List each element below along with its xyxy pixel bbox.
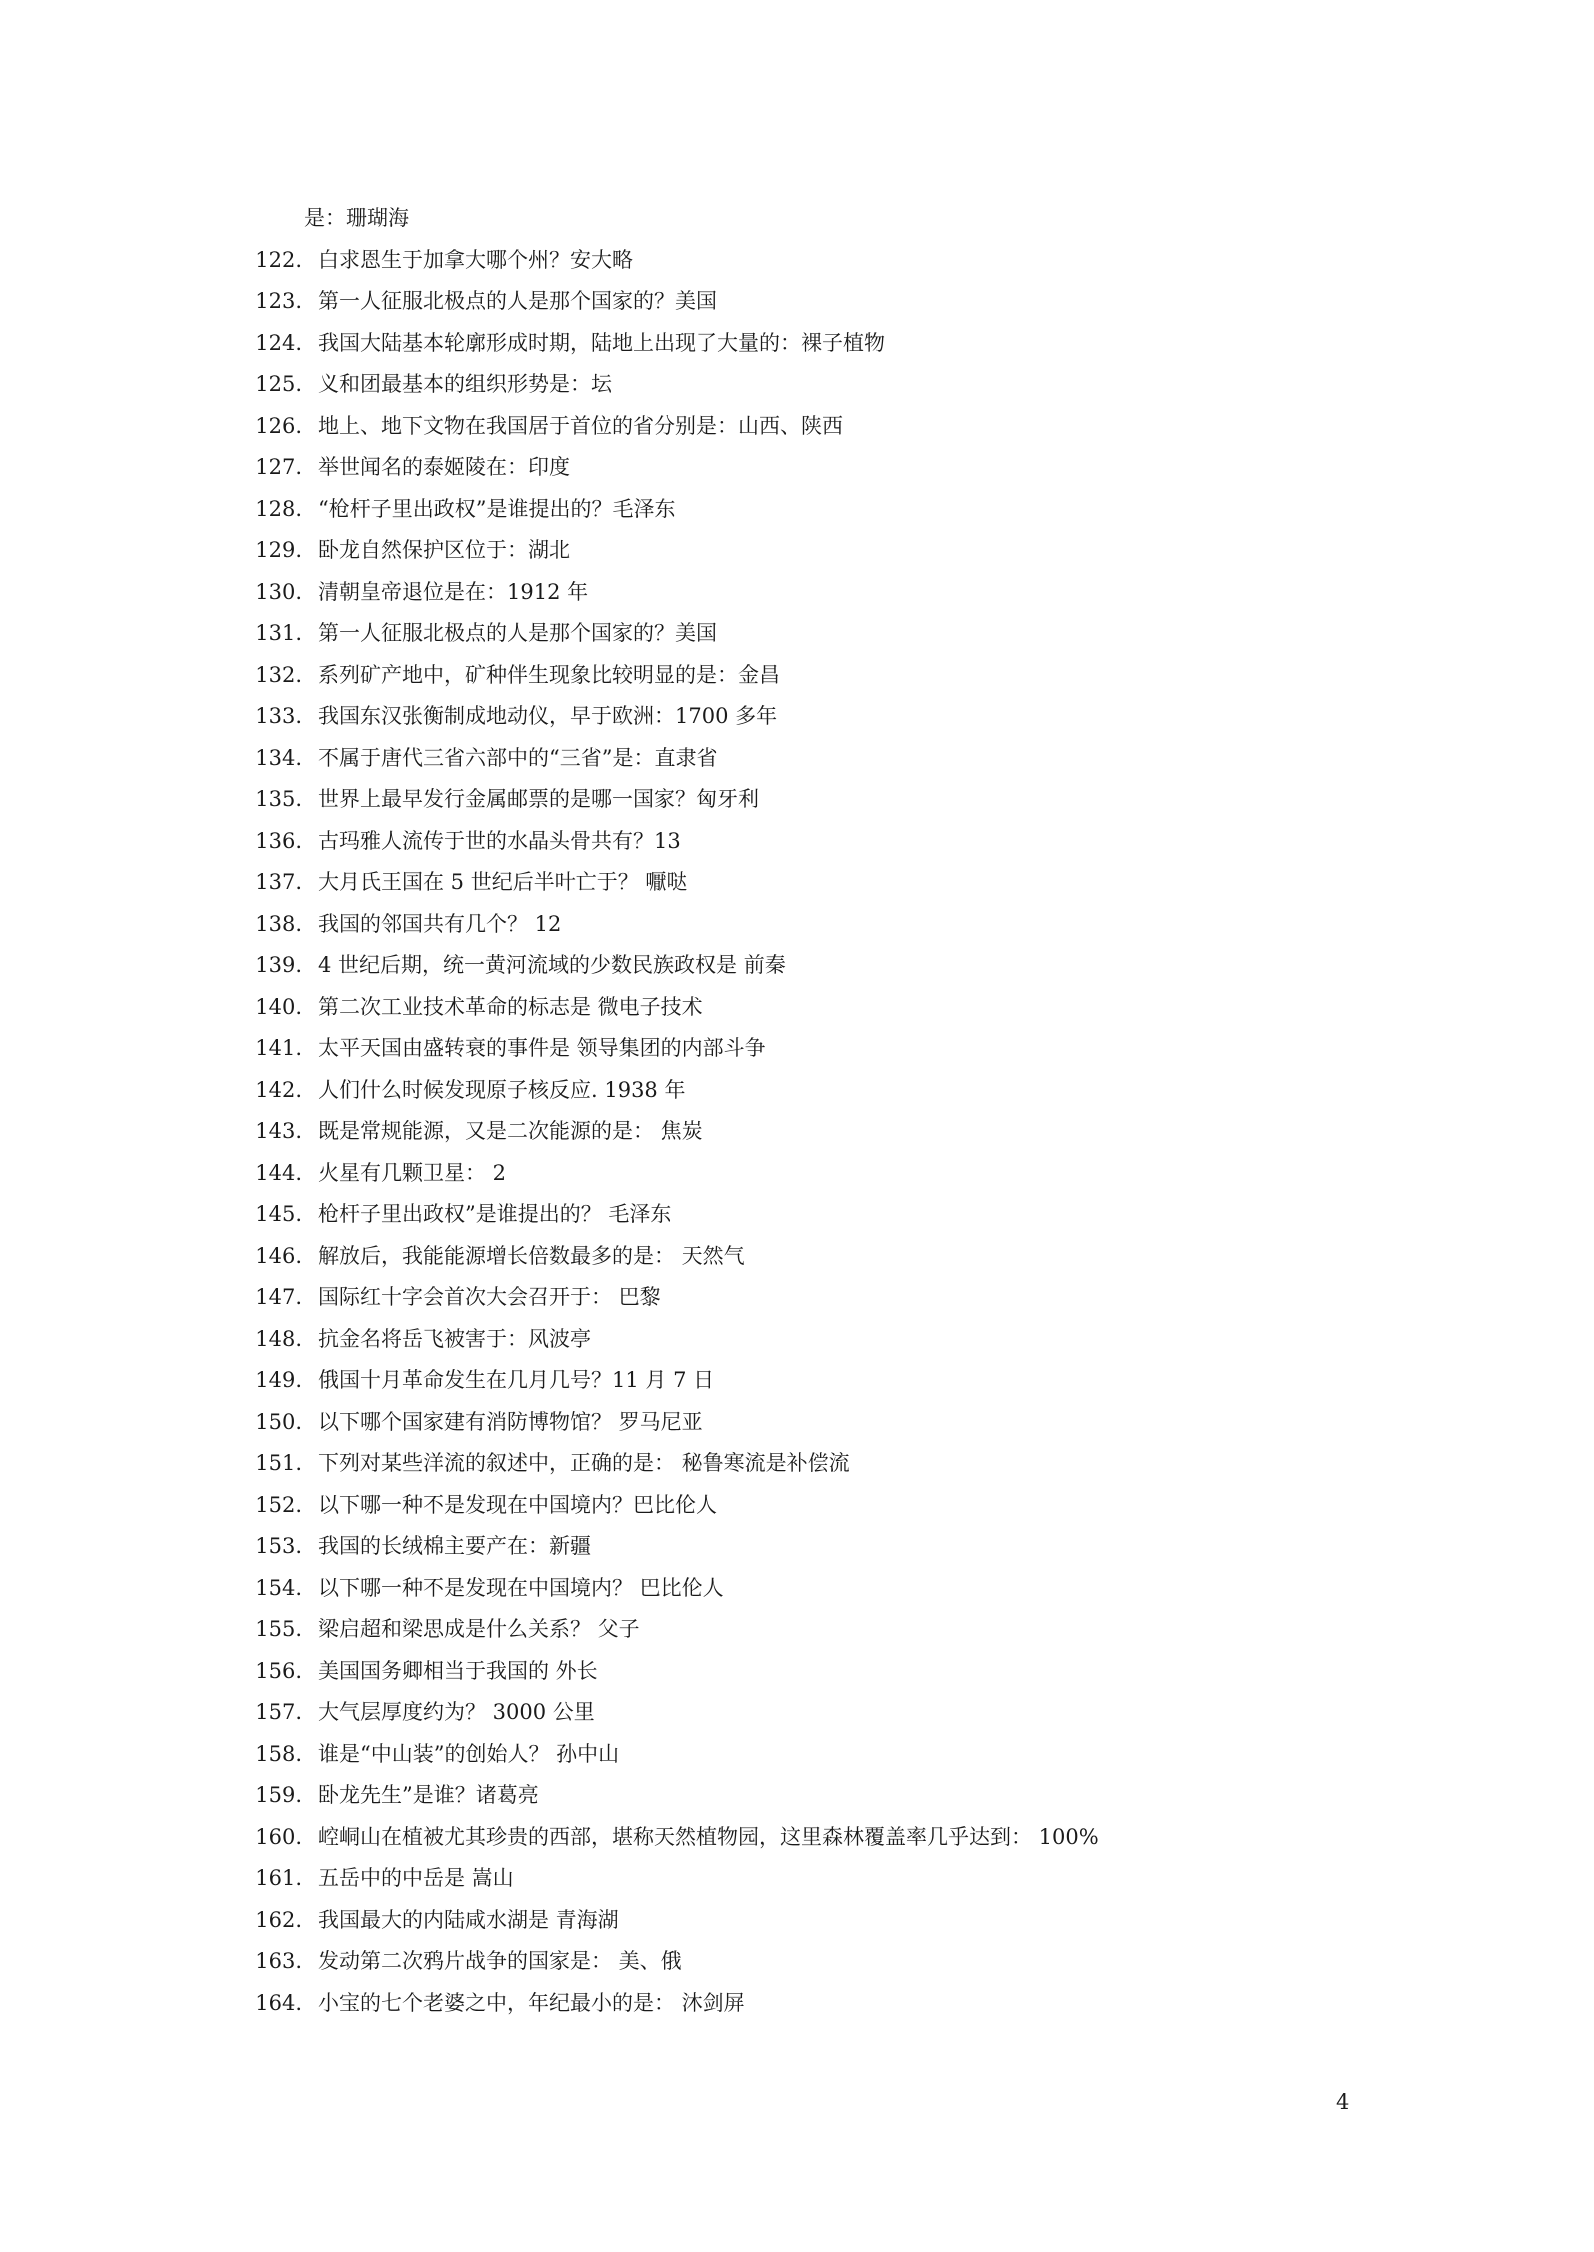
list-item <box>250 1277 1500 1319</box>
item-number: 134. <box>255 745 302 770</box>
list-item <box>250 489 1500 531</box>
item-number: 158. <box>255 1741 302 1766</box>
list-item <box>250 1692 1500 1734</box>
item-text: 古玛雅人流传于世的水晶头骨共有？13 <box>318 828 681 853</box>
item-number: 153. <box>255 1534 302 1558</box>
list-item <box>250 1070 1500 1112</box>
item-text: 我国的邻国共有几个？ 12 <box>318 911 562 936</box>
list-item <box>250 738 1500 780</box>
item-text: 清朝皇帝退位是在：1912 年 <box>318 579 589 604</box>
list-item <box>250 1858 1500 1900</box>
list-item <box>250 572 1500 614</box>
item-number: 146. <box>255 1243 302 1268</box>
item-text: 崆峒山在植被尤其珍贵的西部，堪称天然植物园，这里森林覆盖率几乎达到： 100% <box>318 1824 1099 1849</box>
item-text: 大月氏王国在 5 世纪后半叶亡于？ 嚈哒 <box>318 870 688 894</box>
item-text: 下列对某些洋流的叙述中，正确的是： 秘鲁寒流是补偿流 <box>318 1451 850 1475</box>
list-item <box>250 406 1500 448</box>
item-number: 161. <box>255 1866 302 1890</box>
list-item <box>250 945 1500 987</box>
item-text: 以下哪个国家建有消防博物馆？ 罗马尼亚 <box>318 1409 703 1434</box>
list-item <box>250 1194 1500 1236</box>
item-number: 132. <box>255 662 302 687</box>
list-item <box>250 530 1500 572</box>
list-item <box>250 821 1500 863</box>
item-number: 149. <box>255 1368 302 1392</box>
item-number: 123. <box>255 289 302 313</box>
item-text: 俄国十月革命发生在几月几号？11 月 7 日 <box>318 1368 715 1392</box>
item-number: 157. <box>255 1700 302 1724</box>
item-number: 164. <box>255 1990 302 2015</box>
item-number: 154. <box>255 1575 302 1600</box>
item-number: 130. <box>255 579 302 604</box>
list-item <box>250 1609 1500 1651</box>
list-item <box>250 240 1500 282</box>
item-text: 五岳中的中岳是 嵩山 <box>318 1866 514 1890</box>
list-item <box>250 1734 1500 1776</box>
item-number: 129. <box>255 538 302 562</box>
item-text: 以下哪一种不是发现在中国境内？ 巴比伦人 <box>318 1575 724 1600</box>
item-text: 义和团最基本的组织形势是：坛 <box>318 372 612 396</box>
item-number: 124. <box>255 330 302 355</box>
list-item <box>250 1775 1500 1817</box>
item-text: 我国最大的内陆咸水湖是 青海湖 <box>318 1907 619 1932</box>
item-text: 我国东汉张衡制成地动仪，早于欧洲：1700 多年 <box>318 704 778 728</box>
item-number: 141. <box>255 1036 302 1060</box>
list-item <box>250 1817 1500 1859</box>
item-number: 152. <box>255 1492 302 1517</box>
item-text: 不属于唐代三省六部中的“三省”是：直隶省 <box>318 745 718 770</box>
item-text: 我国的长绒棉主要产在：新疆 <box>318 1534 591 1558</box>
item-number: 140. <box>255 994 302 1019</box>
item-text: 第二次工业技术革命的标志是 微电子技术 <box>318 994 703 1019</box>
item-text: 火星有几颗卫星： 2 <box>318 1160 507 1185</box>
list-item <box>250 987 1500 1029</box>
list-item <box>250 1402 1500 1444</box>
item-text: 世界上最早发行金属邮票的是哪一国家？匈牙利 <box>318 787 759 811</box>
list-item <box>250 655 1500 697</box>
item-text: “枪杆子里出政权”是谁提出的？毛泽东 <box>318 496 676 521</box>
item-number: 128. <box>255 496 302 521</box>
item-number: 136. <box>255 828 302 853</box>
list-item <box>250 1651 1500 1693</box>
item-number: 127. <box>255 455 302 479</box>
item-text: 地上、地下文物在我国居于首位的省分别是：山西、陕西 <box>318 413 843 438</box>
item-text: 第一人征服北极点的人是那个国家的？美国 <box>318 289 717 313</box>
item-number: 137. <box>255 870 302 894</box>
question-list <box>250 198 1500 2024</box>
item-text: 小宝的七个老婆之中，年纪最小的是： 沐剑屏 <box>318 1990 745 2015</box>
list-item <box>250 1983 1500 2025</box>
item-number: 147. <box>255 1285 302 1309</box>
item-number: 163. <box>255 1949 302 1973</box>
list-item <box>250 1319 1500 1361</box>
item-number: 145. <box>255 1202 302 1226</box>
list-item <box>250 1028 1500 1070</box>
item-number: 160. <box>255 1824 302 1849</box>
list-item <box>250 1443 1500 1485</box>
item-text: 我国大陆基本轮廓形成时期，陆地上出现了大量的：裸子植物 <box>318 330 885 355</box>
list-item <box>250 364 1500 406</box>
item-text: 发动第二次鸦片战争的国家是： 美、俄 <box>318 1949 682 1973</box>
item-number: 143. <box>255 1119 302 1143</box>
item-text: 梁启超和梁思成是什么关系？ 父子 <box>318 1617 640 1641</box>
list-item <box>250 696 1500 738</box>
item-number: 133. <box>255 704 302 728</box>
item-text: 谁是“中山装”的创始人？ 孙中山 <box>318 1741 620 1766</box>
item-number: 138. <box>255 911 302 936</box>
item-text: 抗金名将岳飞被害于：风波亭 <box>318 1326 591 1351</box>
list-item <box>250 862 1500 904</box>
item-number: 162. <box>255 1907 302 1932</box>
item-number: 151. <box>255 1451 302 1475</box>
item-text: 美国国务卿相当于我国的 外长 <box>318 1658 598 1683</box>
item-number: 159. <box>255 1783 302 1807</box>
item-text: 系列矿产地中，矿种伴生现象比较明显的是：金昌 <box>318 662 780 687</box>
item-text: 卧龙自然保护区位于：湖北 <box>318 538 570 562</box>
list-item <box>250 1900 1500 1942</box>
page-number: 4 <box>1336 2090 1350 2114</box>
list-item <box>250 779 1500 821</box>
continuation-line <box>250 198 1500 240</box>
item-text: 举世闻名的泰姬陵在：印度 <box>318 455 570 479</box>
list-item <box>250 1360 1500 1402</box>
list-item <box>250 281 1500 323</box>
item-number: 131. <box>255 621 302 645</box>
item-number: 156. <box>255 1658 302 1683</box>
list-item <box>250 613 1500 655</box>
item-number: 144. <box>255 1160 302 1185</box>
list-item <box>250 1153 1500 1195</box>
list-item <box>250 447 1500 489</box>
item-text: 既是常规能源，又是二次能源的是： 焦炭 <box>318 1119 703 1143</box>
item-text: 4 世纪后期，统一黄河流域的少数民族政权是 前秦 <box>318 953 786 977</box>
item-text: 人们什么时候发现原子核反应. 1938 年 <box>318 1077 686 1102</box>
item-text: 大气层厚度约为？ 3000 公里 <box>318 1700 595 1724</box>
item-text: 白求恩生于加拿大哪个州？安大略 <box>318 247 633 272</box>
item-number: 139. <box>255 953 302 977</box>
list-item <box>250 1111 1500 1153</box>
continuation-text: 是：珊瑚海 <box>304 206 409 230</box>
item-number: 142. <box>255 1077 302 1102</box>
item-text: 国际红十字会首次大会召开于： 巴黎 <box>318 1285 661 1309</box>
item-number: 122. <box>255 247 302 272</box>
item-text: 太平天国由盛转衰的事件是 领导集团的内部斗争 <box>318 1036 766 1060</box>
list-item <box>250 323 1500 365</box>
item-number: 148. <box>255 1326 302 1351</box>
item-text: 枪杆子里出政权”是谁提出的？ 毛泽东 <box>318 1202 672 1226</box>
item-number: 126. <box>255 413 302 438</box>
list-item <box>250 1485 1500 1527</box>
list-item <box>250 1526 1500 1568</box>
list-item <box>250 1568 1500 1610</box>
item-number: 135. <box>255 787 302 811</box>
item-number: 125. <box>255 372 302 396</box>
item-text: 第一人征服北极点的人是那个国家的？美国 <box>318 621 717 645</box>
list-item <box>250 1941 1500 1983</box>
item-text: 卧龙先生”是谁？诸葛亮 <box>318 1783 539 1807</box>
list-item <box>250 1236 1500 1278</box>
item-number: 155. <box>255 1617 302 1641</box>
list-item <box>250 904 1500 946</box>
item-text: 以下哪一种不是发现在中国境内？巴比伦人 <box>318 1492 717 1517</box>
item-text: 解放后，我能能源增长倍数最多的是： 天然气 <box>318 1243 745 1268</box>
item-number: 150. <box>255 1409 302 1434</box>
